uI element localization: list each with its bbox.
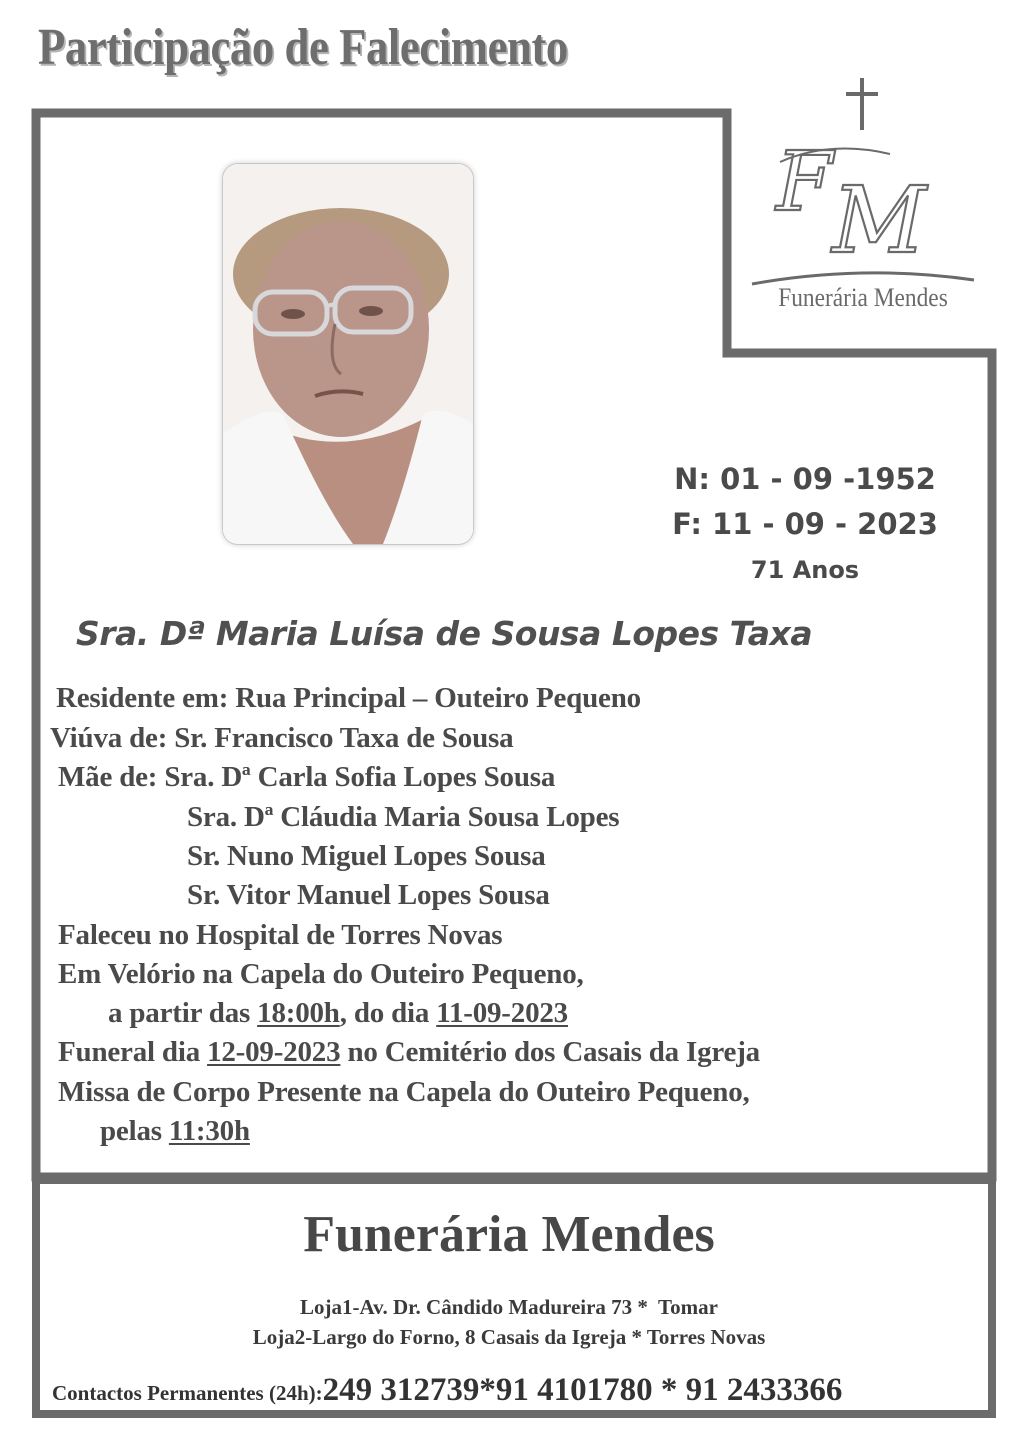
footer-company-name: Funerária Mendes <box>303 1206 715 1263</box>
child-name: Sr. Vitor Manuel Lopes Sousa <box>187 879 550 911</box>
death-date: F: 11 - 09 - 2023 <box>672 507 938 541</box>
funeral-date: 12-09-2023 <box>207 1036 341 1068</box>
wake-line: Em Velório na Capela do Outeiro Pequeno, <box>58 958 584 990</box>
store2-address: Loja2-Largo do Forno, 8 Casais da Igreja * Torres Novas <box>252 1325 766 1349</box>
funeral-line <box>58 1036 760 1069</box>
residence-line: Residente em: Rua Principal – Outeiro Pequeno <box>56 682 641 714</box>
wake-date: 11-09-2023 <box>436 997 568 1029</box>
age: 71 Anos <box>750 556 860 584</box>
mass-time-line <box>100 1115 250 1148</box>
mother-of-line <box>58 761 555 794</box>
logo-company-name: Funerária Mendes <box>778 283 948 312</box>
wake-time: 18:00h <box>257 997 340 1029</box>
child-name: Sra. Dª Carla Sofia Lopes Sousa <box>164 761 556 793</box>
contacts-line <box>52 1372 842 1409</box>
mother-label: Mãe de: <box>58 761 165 793</box>
cross-icon <box>842 76 882 132</box>
wake-from-prefix: a partir das <box>108 997 258 1029</box>
store1-address: Loja1-Av. Dr. Cândido Madureira 73 * Tomar <box>300 1295 718 1319</box>
funeral-prefix: Funeral dia <box>58 1036 208 1068</box>
svg-text:M: M <box>832 167 927 265</box>
contacts-numbers: 249 312739*91 4101780 * 91 2433366 <box>322 1372 843 1408</box>
wake-time-line <box>108 997 568 1030</box>
portrait-photo <box>222 163 474 545</box>
funeral-suffix: no Cemitério dos Casais da Igreja <box>340 1036 760 1068</box>
death-place-line: Faleceu no Hospital de Torres Novas <box>58 919 503 951</box>
mass-line: Missa de Corpo Presente na Capela do Outeiro Pequeno, <box>58 1076 750 1108</box>
wake-from-mid: , do dia <box>339 997 437 1029</box>
deceased-name: Sra. Dª Maria Luísa de Sousa Lopes Taxa <box>76 614 813 653</box>
page-title: Participação de Falecimento <box>38 19 568 76</box>
mass-prefix: pelas <box>100 1115 169 1147</box>
svg-text:F: F <box>776 140 833 230</box>
widow-line: Viúva de: Sr. Francisco Taxa de Sousa <box>50 722 514 754</box>
mass-time: 11:30h <box>168 1115 250 1147</box>
fm-monogram-logo <box>770 140 970 265</box>
contacts-label: Contactos Permanentes (24h): <box>52 1381 323 1405</box>
child-name: Sra. Dª Cláudia Maria Sousa Lopes <box>187 801 620 833</box>
child-name: Sr. Nuno Miguel Lopes Sousa <box>187 840 546 872</box>
birth-date: N: 01 - 09 -1952 <box>674 462 936 496</box>
